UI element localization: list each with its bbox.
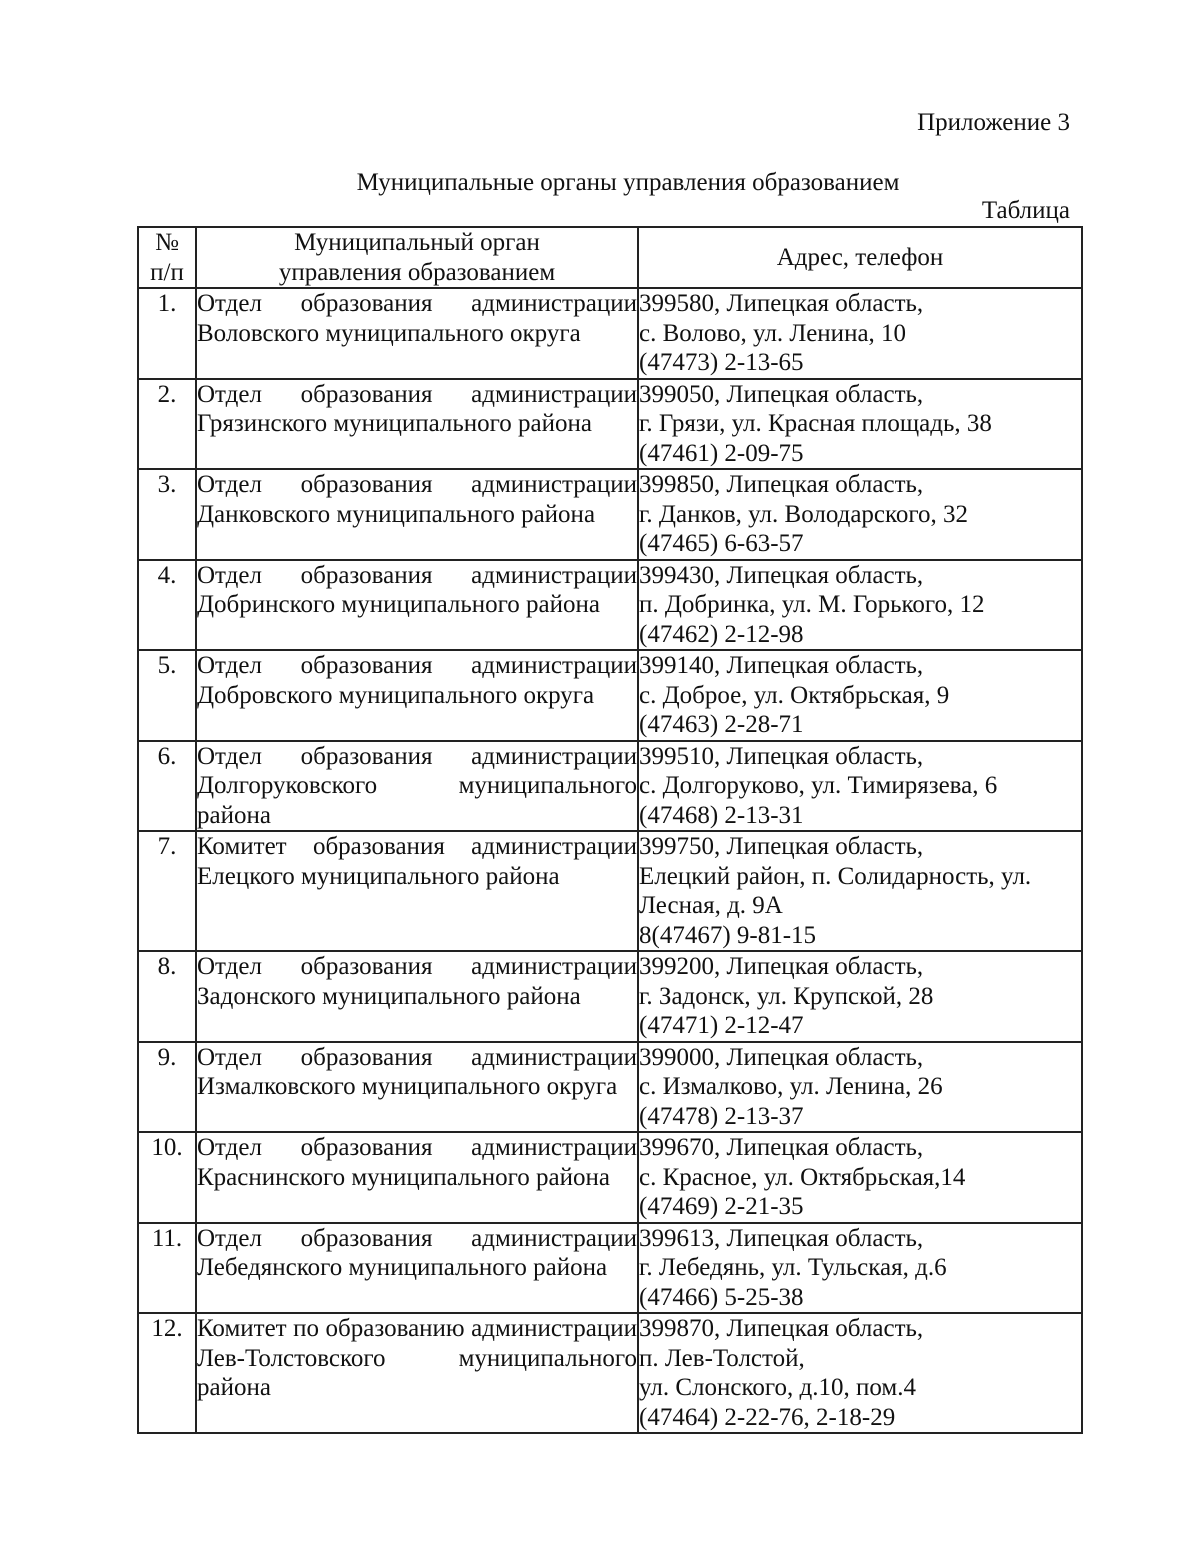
address-line: 399613, Липецкая область,	[639, 1224, 924, 1252]
address-line: (47463) 2-28-71	[639, 711, 804, 738]
address-phone	[638, 1132, 1082, 1223]
table-row	[138, 1132, 1082, 1223]
address-line: с. Измалково, ул. Ленина, 26	[639, 1073, 943, 1100]
address-phone	[638, 650, 1082, 741]
column-header-address: Адрес, телефон	[638, 227, 1082, 288]
organization-name: Комитет по образованию администрации Лев-Толстовского муниципального района	[196, 1313, 638, 1433]
address-line: г. Данков, ул. Володарского, 32	[639, 500, 969, 528]
address-line: г. Задонск, ул. Крупской, 28	[639, 982, 934, 1010]
address-phone	[638, 741, 1082, 832]
organization-name: Отдел образования администрации Краснинского муниципального района	[196, 1132, 638, 1223]
address-line: с. Красное, ул. Октябрьская,14	[639, 1163, 966, 1191]
address-line: с. Волово, ул. Ленина, 10	[639, 319, 907, 347]
row-number: 8.	[138, 951, 196, 1042]
table-row	[138, 1223, 1082, 1314]
organization-name: Отдел образования администрации Данковского муниципального района	[196, 469, 638, 560]
row-number: 5.	[138, 650, 196, 741]
row-number: 10.	[138, 1132, 196, 1223]
organization-name: Отдел образования администрации Грязинского муниципального района	[196, 379, 638, 470]
address-phone	[638, 469, 1082, 560]
address-line: 399580, Липецкая область,	[639, 290, 924, 317]
address-line: 399510, Липецкая область,	[639, 742, 924, 770]
address-line: (47468) 2-13-31	[639, 801, 804, 829]
organization-name: Отдел образования администрации Воловского муниципального округа	[196, 288, 638, 379]
address-line: (47464) 2-22-76, 2-18-29	[639, 1403, 896, 1431]
address-phone	[638, 288, 1082, 379]
address-line: (47465) 6-63-57	[639, 530, 804, 557]
document-title: Муниципальные органы управления образованием	[356, 169, 900, 196]
table-row	[138, 951, 1082, 1042]
address-line: (47461) 2-09-75	[639, 439, 804, 467]
row-number: 4.	[138, 560, 196, 651]
organization-name: Отдел образования администрации Добровского муниципального округа	[196, 650, 638, 741]
organization-name: Отдел образования администрации Измалковского муниципального округа	[196, 1042, 638, 1133]
table-row	[138, 1313, 1082, 1433]
address-line: ул. Слонского, д.10, пом.4	[639, 1374, 916, 1401]
table-row	[138, 288, 1082, 379]
row-number: 7.	[138, 831, 196, 951]
column-header-organization-line1: Муниципальный орган	[294, 229, 540, 256]
table-row	[138, 560, 1082, 651]
address-phone	[638, 379, 1082, 470]
address-line: 399850, Липецкая область,	[639, 471, 924, 498]
address-phone	[638, 1042, 1082, 1133]
row-number: 6.	[138, 741, 196, 832]
address-line: (47466) 5-25-38	[639, 1283, 804, 1311]
address-line: (47478) 2-13-37	[639, 1102, 804, 1130]
organization-name: Отдел образования администрации Лебедянского муниципального района	[196, 1223, 638, 1314]
address-line: 399670, Липецкая область,	[639, 1134, 924, 1161]
address-phone	[638, 951, 1082, 1042]
address-phone	[638, 560, 1082, 651]
row-number: 3.	[138, 469, 196, 560]
organization-name: Комитет образования администрации Елецкого муниципального района	[196, 831, 638, 951]
address-line: 399000, Липецкая область,	[639, 1043, 924, 1071]
address-line: с. Долгоруково, ул. Тимирязева, 6	[639, 772, 998, 799]
address-line: Елецкий район, п. Солидарность, ул.	[639, 862, 1032, 890]
row-number: 1.	[138, 288, 196, 379]
address-line: 8(47467) 9-81-15	[639, 921, 817, 949]
address-line: Лесная, д. 9А	[639, 892, 783, 919]
row-number: 11.	[138, 1223, 196, 1314]
address-line: 399140, Липецкая область,	[639, 652, 924, 679]
address-phone	[638, 1223, 1082, 1314]
address-line: (47469) 2-21-35	[639, 1193, 804, 1220]
column-header-organization-line2: управления образованием	[278, 258, 556, 286]
table-header-row	[138, 227, 1082, 288]
row-number: 2.	[138, 379, 196, 470]
column-header-number	[138, 227, 196, 288]
column-header-number-line1: №	[155, 229, 179, 256]
table-row	[138, 379, 1082, 470]
address-line: п. Добринка, ул. М. Горького, 12	[639, 591, 985, 618]
table-row	[138, 741, 1082, 832]
address-line: (47462) 2-12-98	[639, 620, 804, 648]
table-row	[138, 1042, 1082, 1133]
column-header-organization	[196, 227, 638, 288]
address-line: 399750, Липецкая область,	[639, 833, 924, 860]
education-authorities-table	[137, 226, 1083, 1434]
address-line: г. Грязи, ул. Красная площадь, 38	[639, 410, 992, 437]
address-line: с. Доброе, ул. Октябрьская, 9	[639, 681, 950, 709]
address-line: г. Лебедянь, ул. Тульская, д.6	[639, 1254, 947, 1281]
address-line: (47471) 2-12-47	[639, 1012, 804, 1039]
row-number: 9.	[138, 1042, 196, 1133]
table-row	[138, 469, 1082, 560]
address-line: 399430, Липецкая область,	[639, 561, 924, 589]
organization-name: Отдел образования администрации Задонского муниципального района	[196, 951, 638, 1042]
column-header-number-line2: п/п	[150, 258, 184, 286]
address-line: п. Лев-Толстой,	[639, 1344, 805, 1372]
address-line: (47473) 2-13-65	[639, 349, 804, 376]
organization-name: Отдел образования администрации Добринского муниципального района	[196, 560, 638, 651]
table-caption: Таблица	[981, 197, 1070, 224]
organization-name: Отдел образования администрации Долгоруковского муниципального района	[196, 741, 638, 832]
address-phone	[638, 1313, 1082, 1433]
address-line: 399870, Липецкая область,	[639, 1315, 924, 1342]
appendix-label: Приложение 3	[917, 109, 1070, 136]
row-number: 12.	[138, 1313, 196, 1433]
address-line: 399050, Липецкая область,	[639, 380, 924, 408]
table-row	[138, 831, 1082, 951]
table-row	[138, 650, 1082, 741]
address-line: 399200, Липецкая область,	[639, 953, 924, 980]
address-phone	[638, 831, 1082, 951]
